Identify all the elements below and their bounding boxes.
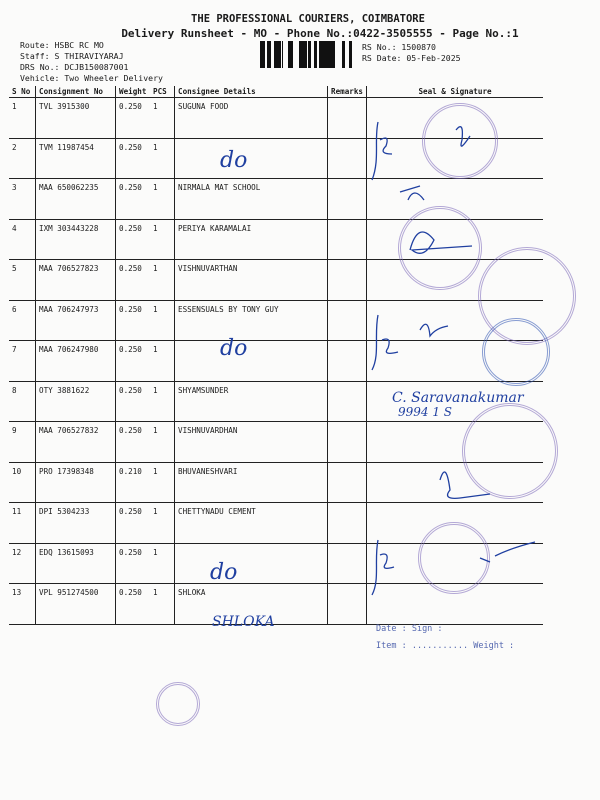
table-header-row (9, 86, 543, 98)
row-sno: 5 (9, 260, 36, 301)
col-pcs: PCS (150, 86, 175, 98)
ditto-mark: do (220, 148, 248, 173)
row-pcs: 1 (150, 381, 175, 422)
col-seal-signature: Seal & Signature (367, 86, 544, 98)
row-consignment-no: MAA 706527832 (36, 422, 116, 463)
row-consignment-no: DPI 5304233 (36, 503, 116, 544)
barcode-icon (260, 41, 356, 68)
row-consignee: ESSENSUALS BY TONY GUY (175, 300, 328, 341)
row-consignee: VISHNUVARDHAN (175, 422, 328, 463)
row-sno: 6 (9, 300, 36, 341)
row-pcs: 1 (150, 260, 175, 301)
row-sno: 9 (9, 422, 36, 463)
row-consignee: SHLOKA (175, 584, 328, 625)
drs-number: DRS No.: DCJB150087001 (20, 62, 129, 72)
row-weight: 0.250 (116, 300, 151, 341)
row-consignment-no: EDQ 13615093 (36, 543, 116, 584)
row-consignee: BHUVANESHVARI (175, 462, 328, 503)
row-consignee (175, 543, 328, 584)
row-consignee: NIRMALA MAT SCHOOL (175, 179, 328, 220)
stamp-date-sign-line: Date : Sign : (376, 624, 443, 634)
row-pcs: 1 (150, 138, 175, 179)
row-consignee: SUGUNA FOOD (175, 98, 328, 139)
row-consignment-no: MAA 706527823 (36, 260, 116, 301)
row-weight: 0.250 (116, 503, 151, 544)
row-consignee: CHETTYNADU CEMENT (175, 503, 328, 544)
row-consignee: PERIYA KARAMALAI (175, 219, 328, 260)
row-pcs: 1 (150, 219, 175, 260)
row-weight: 0.250 (116, 260, 151, 301)
handwritten-number: 9994 1 S (398, 405, 453, 419)
row-consignment-no: MAA 706247980 (36, 341, 116, 382)
col-sno: S No (9, 86, 36, 98)
row-consignee: VISHNUVARTHAN (175, 260, 328, 301)
col-weight: Weight (116, 86, 151, 98)
row-consignee: SHYAMSUNDER (175, 381, 328, 422)
row-sno: 4 (9, 219, 36, 260)
row-weight: 0.250 (116, 584, 151, 625)
row-weight: 0.250 (116, 422, 151, 463)
route-text: Route: HSBC RC MO (20, 40, 104, 50)
row-weight: 0.250 (116, 179, 151, 220)
row-pcs: 1 (150, 543, 175, 584)
signature-strokes-icon (360, 100, 600, 680)
row-sno: 3 (9, 179, 36, 220)
row-weight: 0.250 (116, 543, 151, 584)
row-pcs: 1 (150, 422, 175, 463)
row-sno: 13 (9, 584, 36, 625)
row-sno: 2 (9, 138, 36, 179)
rs-number: RS No.: 1500870 (362, 42, 436, 52)
row-pcs: 1 (150, 98, 175, 139)
row-consignment-no: TVM 11987454 (36, 138, 116, 179)
row-consignment-no: IXM 303443228 (36, 219, 116, 260)
row-weight: 0.250 (116, 98, 151, 139)
vehicle-text: Vehicle: Two Wheeler Delivery (20, 73, 163, 83)
staff-text: Staff: S THIRAVIYARAJ (20, 51, 124, 61)
row-sno: 11 (9, 503, 36, 544)
row-sno: 10 (9, 462, 36, 503)
col-consignee: Consignee Details (175, 86, 328, 98)
row-consignment-no: PRO 17398348 (36, 462, 116, 503)
row-consignment-no: MAA 650062235 (36, 179, 116, 220)
stamp-item-weight-line: Item : ........... Weight : (376, 641, 515, 651)
ditto-mark: do (220, 336, 248, 361)
row-consignment-no: OTY 3881622 (36, 381, 116, 422)
handwritten-shloka: SHLOKA (212, 614, 275, 630)
row-pcs: 1 (150, 584, 175, 625)
row-sno: 8 (9, 381, 36, 422)
row-sno: 7 (9, 341, 36, 382)
col-remarks: Remarks (328, 86, 367, 98)
company-title: THE PROFESSIONAL COURIERS, COIMBATORE (191, 13, 425, 25)
rs-date: RS Date: 05-Feb-2025 (362, 53, 461, 63)
row-weight: 0.250 (116, 219, 151, 260)
row-pcs: 1 (150, 503, 175, 544)
row-weight: 0.250 (116, 381, 151, 422)
handwritten-signature: C. Saravanakumar (392, 390, 524, 406)
col-consignment: Consignment No (36, 86, 116, 98)
row-pcs: 1 (150, 300, 175, 341)
row-consignment-no: MAA 706247973 (36, 300, 116, 341)
row-pcs: 1 (150, 462, 175, 503)
row-weight: 0.210 (116, 462, 151, 503)
row-weight: 0.250 (116, 341, 151, 382)
row-consignment-no: VPL 951274500 (36, 584, 116, 625)
row-consignee (175, 341, 328, 382)
runsheet-subtitle: Delivery Runsheet - MO - Phone No.:0422-3505555 - Page No.:1 (121, 27, 519, 40)
seal-stamp-icon (156, 682, 200, 726)
row-sno: 1 (9, 98, 36, 139)
row-pcs: 1 (150, 179, 175, 220)
row-pcs: 1 (150, 341, 175, 382)
row-weight: 0.250 (116, 138, 151, 179)
ditto-mark: do (210, 560, 238, 585)
row-consignment-no: TVL 3915300 (36, 98, 116, 139)
row-consignee (175, 138, 328, 179)
row-sno: 12 (9, 543, 36, 584)
